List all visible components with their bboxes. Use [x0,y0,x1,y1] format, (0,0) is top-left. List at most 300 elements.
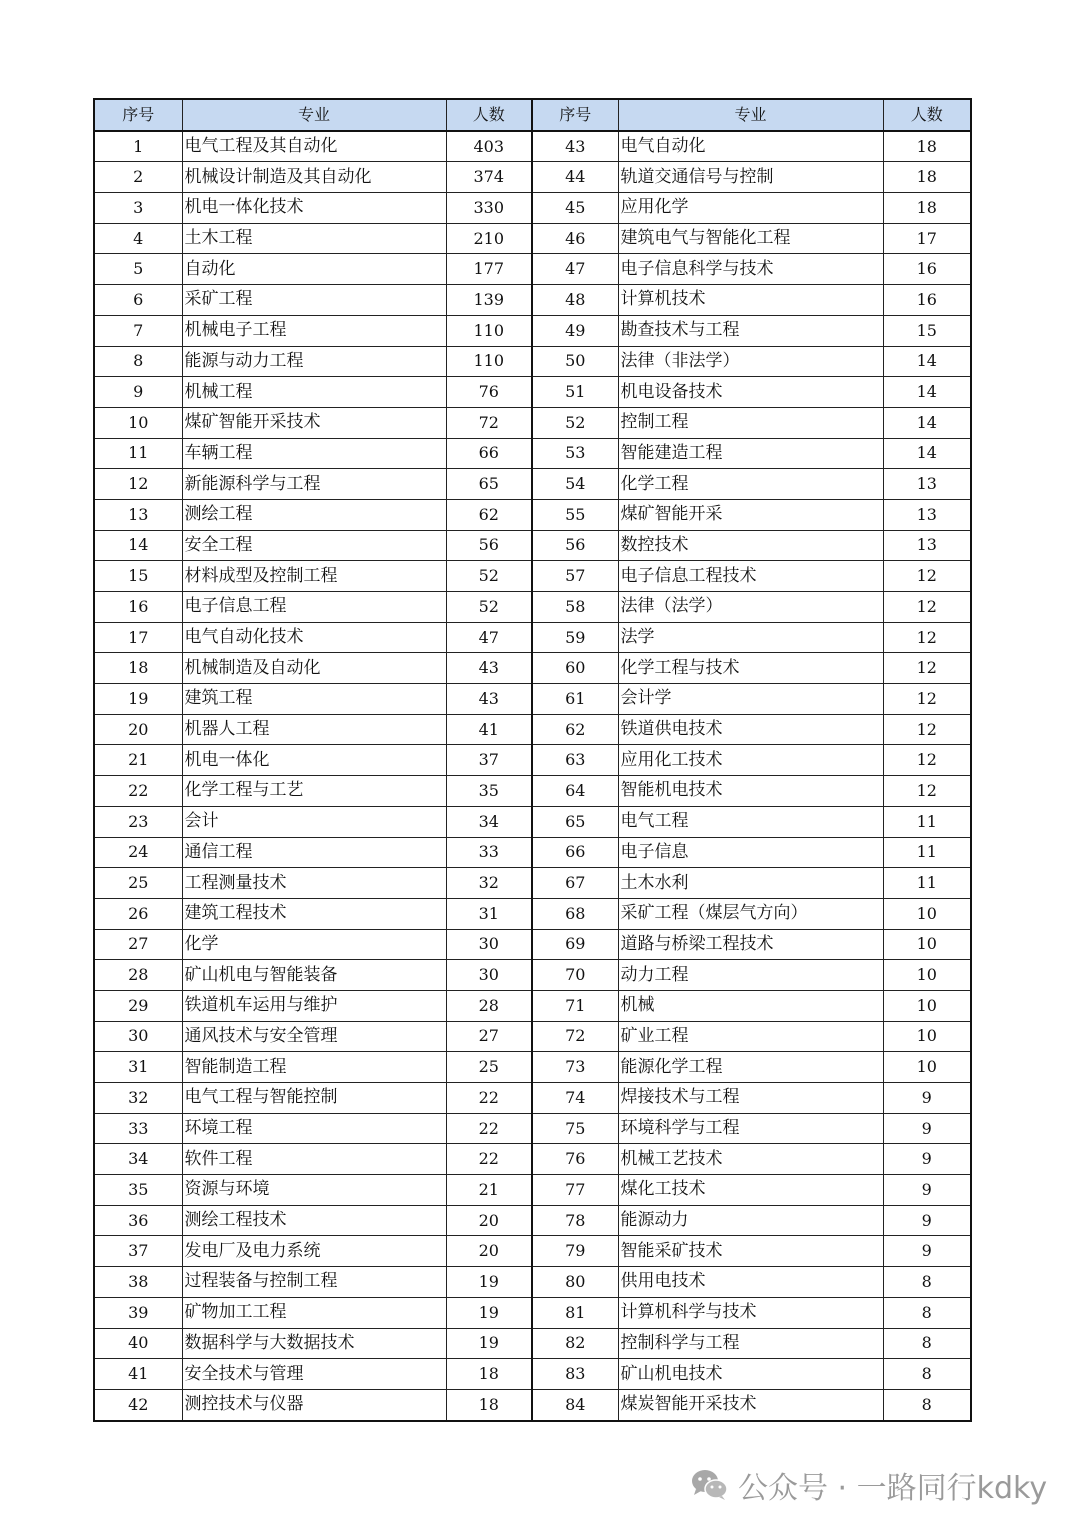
table-row [94,1389,971,1420]
cell-count: 33 [446,837,532,868]
cell-count-2: 12 [883,592,971,623]
cell-major: 资源与环境 [182,1175,446,1206]
cell-count-2: 13 [883,469,971,500]
cell-count-2: 10 [883,1052,971,1083]
cell-major-2: 道路与桥梁工程技术 [618,929,883,960]
header-count-2: 人数 [883,99,971,131]
cell-index: 22 [94,776,182,807]
cell-major: 建筑工程 [182,684,446,715]
cell-major: 材料成型及控制工程 [182,561,446,592]
cell-major: 煤矿智能开采技术 [182,407,446,438]
cell-index: 26 [94,898,182,929]
cell-major: 机电一体化技术 [182,193,446,224]
cell-major-2: 化学工程与技术 [618,653,883,684]
cell-count-2: 16 [883,285,971,316]
cell-major-2: 轨道交通信号与控制 [618,162,883,193]
table-row [94,1359,971,1390]
cell-count: 177 [446,254,532,285]
cell-major-2: 环境科学与工程 [618,1113,883,1144]
cell-count-2: 17 [883,223,971,254]
cell-major-2: 勘查技术与工程 [618,315,883,346]
cell-major: 机械工程 [182,377,446,408]
cell-index: 15 [94,561,182,592]
cell-index: 19 [94,684,182,715]
cell-count: 27 [446,1021,532,1052]
cell-index-2: 53 [532,438,618,469]
table-row [94,1113,971,1144]
cell-index: 30 [94,1021,182,1052]
cell-index: 9 [94,377,182,408]
cell-major-2: 电子信息工程技术 [618,561,883,592]
cell-count: 37 [446,745,532,776]
table-row [94,131,971,162]
cell-count-2: 12 [883,684,971,715]
cell-index: 42 [94,1389,182,1420]
cell-count: 32 [446,868,532,899]
cell-count: 20 [446,1205,532,1236]
cell-count-2: 14 [883,407,971,438]
cell-major: 安全技术与管理 [182,1359,446,1390]
cell-index-2: 57 [532,561,618,592]
cell-index: 14 [94,530,182,561]
cell-index-2: 48 [532,285,618,316]
table-row [94,377,971,408]
header-index-2: 序号 [532,99,618,131]
header-count: 人数 [446,99,532,131]
cell-major-2: 煤化工技术 [618,1175,883,1206]
table-row [94,1236,971,1267]
cell-count-2: 18 [883,193,971,224]
table-row [94,745,971,776]
cell-major: 通信工程 [182,837,446,868]
cell-major-2: 电气自动化 [618,131,883,162]
cell-count: 18 [446,1359,532,1390]
table-row [94,1175,971,1206]
table-row [94,868,971,899]
table-row [94,806,971,837]
cell-major-2: 电子信息 [618,837,883,868]
cell-count: 47 [446,622,532,653]
table-row [94,346,971,377]
cell-index-2: 51 [532,377,618,408]
cell-major-2: 建筑电气与智能化工程 [618,223,883,254]
cell-index: 4 [94,223,182,254]
cell-index: 16 [94,592,182,623]
cell-major-2: 智能机电技术 [618,776,883,807]
cell-major-2: 会计学 [618,684,883,715]
cell-major: 智能制造工程 [182,1052,446,1083]
cell-count-2: 12 [883,622,971,653]
cell-index-2: 66 [532,837,618,868]
table-row [94,684,971,715]
cell-major-2: 土木水利 [618,868,883,899]
cell-index: 6 [94,285,182,316]
cell-index-2: 54 [532,469,618,500]
cell-count: 18 [446,1389,532,1420]
cell-major-2: 法学 [618,622,883,653]
cell-index: 18 [94,653,182,684]
table-row [94,776,971,807]
cell-major-2: 计算机技术 [618,285,883,316]
table-row [94,592,971,623]
cell-count-2: 8 [883,1297,971,1328]
cell-count: 43 [446,653,532,684]
table-row [94,960,971,991]
cell-count: 72 [446,407,532,438]
table-row [94,499,971,530]
header-major-2: 专业 [618,99,883,131]
cell-index-2: 82 [532,1328,618,1359]
cell-count: 35 [446,776,532,807]
cell-index-2: 78 [532,1205,618,1236]
cell-index: 27 [94,929,182,960]
cell-index-2: 46 [532,223,618,254]
cell-count: 28 [446,990,532,1021]
cell-count-2: 10 [883,990,971,1021]
cell-index: 29 [94,990,182,1021]
cell-count-2: 18 [883,162,971,193]
cell-major-2: 供用电技术 [618,1267,883,1298]
cell-index-2: 49 [532,315,618,346]
table-row [94,193,971,224]
table-row [94,990,971,1021]
cell-count-2: 14 [883,346,971,377]
cell-major: 数据科学与大数据技术 [182,1328,446,1359]
cell-major-2: 电子信息科学与技术 [618,254,883,285]
cell-count: 31 [446,898,532,929]
table-row [94,929,971,960]
cell-major: 铁道机车运用与维护 [182,990,446,1021]
cell-count: 21 [446,1175,532,1206]
cell-count: 22 [446,1144,532,1175]
cell-count: 52 [446,592,532,623]
table-row [94,1021,971,1052]
cell-count-2: 12 [883,714,971,745]
cell-count-2: 8 [883,1267,971,1298]
cell-index: 35 [94,1175,182,1206]
cell-count: 22 [446,1113,532,1144]
cell-major-2: 矿业工程 [618,1021,883,1052]
cell-count: 43 [446,684,532,715]
table-row [94,1083,971,1114]
table-row [94,1144,971,1175]
cell-major: 测绘工程技术 [182,1205,446,1236]
table-header-row [94,99,971,131]
table-row [94,254,971,285]
cell-major: 软件工程 [182,1144,446,1175]
cell-index: 8 [94,346,182,377]
cell-count-2: 8 [883,1328,971,1359]
cell-major: 机械设计制造及其自动化 [182,162,446,193]
table-row [94,285,971,316]
cell-index-2: 63 [532,745,618,776]
cell-index-2: 83 [532,1359,618,1390]
table-row [94,223,971,254]
cell-major: 电气自动化技术 [182,622,446,653]
cell-major-2: 智能建造工程 [618,438,883,469]
cell-index-2: 58 [532,592,618,623]
cell-index: 32 [94,1083,182,1114]
cell-count: 52 [446,561,532,592]
cell-major: 新能源科学与工程 [182,469,446,500]
cell-major: 矿物加工工程 [182,1297,446,1328]
cell-count-2: 9 [883,1113,971,1144]
cell-index-2: 59 [532,622,618,653]
table-row [94,653,971,684]
cell-count: 374 [446,162,532,193]
cell-count-2: 12 [883,653,971,684]
cell-major: 机器人工程 [182,714,446,745]
cell-major: 机电一体化 [182,745,446,776]
cell-index-2: 55 [532,499,618,530]
table-row [94,561,971,592]
cell-count-2: 9 [883,1175,971,1206]
cell-count-2: 15 [883,315,971,346]
cell-count-2: 12 [883,745,971,776]
cell-major: 化学 [182,929,446,960]
cell-count: 110 [446,346,532,377]
table-row [94,714,971,745]
header-major: 专业 [182,99,446,131]
cell-count-2: 12 [883,561,971,592]
cell-index: 40 [94,1328,182,1359]
cell-count: 41 [446,714,532,745]
table-row [94,837,971,868]
majors-table [93,98,972,1422]
cell-major-2: 机电设备技术 [618,377,883,408]
cell-index-2: 68 [532,898,618,929]
cell-count-2: 9 [883,1083,971,1114]
cell-index-2: 73 [532,1052,618,1083]
table-row [94,1297,971,1328]
cell-major: 电子信息工程 [182,592,446,623]
table-row [94,438,971,469]
cell-major: 土木工程 [182,223,446,254]
cell-index: 2 [94,162,182,193]
cell-count-2: 16 [883,254,971,285]
watermark-text: 公众号 · 一路同行kdky [738,1471,1048,1506]
cell-count: 76 [446,377,532,408]
cell-major-2: 法律（非法学） [618,346,883,377]
cell-count: 19 [446,1297,532,1328]
cell-major-2: 煤炭智能开采技术 [618,1389,883,1420]
cell-major: 车辆工程 [182,438,446,469]
cell-index: 31 [94,1052,182,1083]
cell-index-2: 84 [532,1389,618,1420]
cell-major: 电气工程与智能控制 [182,1083,446,1114]
cell-index-2: 79 [532,1236,618,1267]
cell-index: 12 [94,469,182,500]
cell-index-2: 61 [532,684,618,715]
cell-count-2: 10 [883,1021,971,1052]
cell-count-2: 9 [883,1205,971,1236]
cell-index: 3 [94,193,182,224]
cell-count-2: 10 [883,929,971,960]
cell-major: 环境工程 [182,1113,446,1144]
cell-major-2: 法律（法学） [618,592,883,623]
table-row [94,1052,971,1083]
cell-major: 通风技术与安全管理 [182,1021,446,1052]
table-row [94,530,971,561]
cell-count: 30 [446,929,532,960]
cell-count: 30 [446,960,532,991]
cell-major: 工程测量技术 [182,868,446,899]
cell-count: 62 [446,499,532,530]
cell-index: 5 [94,254,182,285]
table-row [94,407,971,438]
cell-major: 过程装备与控制工程 [182,1267,446,1298]
cell-index: 1 [94,131,182,162]
cell-major-2: 采矿工程（煤层气方向） [618,898,883,929]
cell-major-2: 能源化学工程 [618,1052,883,1083]
cell-index-2: 64 [532,776,618,807]
cell-index: 34 [94,1144,182,1175]
cell-count-2: 13 [883,499,971,530]
cell-index: 37 [94,1236,182,1267]
cell-major-2: 铁道供电技术 [618,714,883,745]
cell-index: 21 [94,745,182,776]
cell-index-2: 71 [532,990,618,1021]
cell-index: 33 [94,1113,182,1144]
cell-major: 自动化 [182,254,446,285]
cell-index: 20 [94,714,182,745]
cell-count: 19 [446,1267,532,1298]
cell-count: 25 [446,1052,532,1083]
cell-major-2: 计算机科学与技术 [618,1297,883,1328]
cell-index: 39 [94,1297,182,1328]
cell-count: 403 [446,131,532,162]
cell-count-2: 8 [883,1389,971,1420]
cell-major-2: 应用化学 [618,193,883,224]
header-index: 序号 [94,99,182,131]
cell-major-2: 机械工艺技术 [618,1144,883,1175]
cell-index: 7 [94,315,182,346]
cell-count-2: 14 [883,438,971,469]
table-row [94,1205,971,1236]
cell-major-2: 控制工程 [618,407,883,438]
cell-count: 56 [446,530,532,561]
cell-index-2: 43 [532,131,618,162]
cell-major-2: 焊接技术与工程 [618,1083,883,1114]
cell-count-2: 18 [883,131,971,162]
cell-index: 17 [94,622,182,653]
cell-index: 25 [94,868,182,899]
cell-major-2: 数控技术 [618,530,883,561]
cell-major: 采矿工程 [182,285,446,316]
cell-count: 65 [446,469,532,500]
cell-count-2: 12 [883,776,971,807]
cell-count-2: 11 [883,806,971,837]
watermark [690,1463,1047,1507]
cell-index-2: 52 [532,407,618,438]
cell-index-2: 69 [532,929,618,960]
cell-major: 建筑工程技术 [182,898,446,929]
cell-count-2: 10 [883,960,971,991]
cell-index: 28 [94,960,182,991]
cell-major-2: 机械 [618,990,883,1021]
cell-count-2: 13 [883,530,971,561]
cell-index-2: 65 [532,806,618,837]
cell-count: 34 [446,806,532,837]
cell-index: 24 [94,837,182,868]
cell-index-2: 56 [532,530,618,561]
cell-index: 38 [94,1267,182,1298]
cell-count-2: 11 [883,837,971,868]
cell-count: 22 [446,1083,532,1114]
cell-index-2: 44 [532,162,618,193]
cell-index-2: 72 [532,1021,618,1052]
cell-major: 测控技术与仪器 [182,1389,446,1420]
cell-index-2: 45 [532,193,618,224]
cell-major: 发电厂及电力系统 [182,1236,446,1267]
cell-major: 机械制造及自动化 [182,653,446,684]
wechat-icon [690,1468,730,1502]
cell-count: 20 [446,1236,532,1267]
table-row [94,898,971,929]
cell-count-2: 9 [883,1236,971,1267]
cell-count: 139 [446,285,532,316]
cell-major: 安全工程 [182,530,446,561]
cell-major: 测绘工程 [182,499,446,530]
cell-major-2: 应用化工技术 [618,745,883,776]
cell-index-2: 81 [532,1297,618,1328]
cell-index: 11 [94,438,182,469]
cell-major: 化学工程与工艺 [182,776,446,807]
cell-index-2: 62 [532,714,618,745]
cell-index-2: 77 [532,1175,618,1206]
cell-index-2: 80 [532,1267,618,1298]
cell-index-2: 70 [532,960,618,991]
cell-major: 矿山机电与智能装备 [182,960,446,991]
cell-count-2: 14 [883,377,971,408]
cell-count: 210 [446,223,532,254]
table-row [94,315,971,346]
table-row [94,1267,971,1298]
cell-major-2: 控制科学与工程 [618,1328,883,1359]
cell-index-2: 74 [532,1083,618,1114]
cell-index: 36 [94,1205,182,1236]
cell-count-2: 11 [883,868,971,899]
cell-index: 10 [94,407,182,438]
cell-major: 能源与动力工程 [182,346,446,377]
cell-index: 13 [94,499,182,530]
cell-major-2: 煤矿智能开采 [618,499,883,530]
cell-major-2: 化学工程 [618,469,883,500]
cell-major-2: 动力工程 [618,960,883,991]
table-row [94,469,971,500]
cell-index: 23 [94,806,182,837]
cell-count: 110 [446,315,532,346]
cell-count: 330 [446,193,532,224]
cell-count: 19 [446,1328,532,1359]
cell-count-2: 9 [883,1144,971,1175]
cell-count-2: 8 [883,1359,971,1390]
cell-major: 会计 [182,806,446,837]
table-row [94,622,971,653]
cell-major-2: 能源动力 [618,1205,883,1236]
cell-count: 66 [446,438,532,469]
cell-index-2: 50 [532,346,618,377]
cell-major: 电气工程及其自动化 [182,131,446,162]
cell-major-2: 矿山机电技术 [618,1359,883,1390]
table-row [94,162,971,193]
cell-major-2: 电气工程 [618,806,883,837]
cell-index-2: 75 [532,1113,618,1144]
cell-count-2: 10 [883,898,971,929]
cell-index-2: 67 [532,868,618,899]
cell-major-2: 智能采矿技术 [618,1236,883,1267]
cell-major: 机械电子工程 [182,315,446,346]
